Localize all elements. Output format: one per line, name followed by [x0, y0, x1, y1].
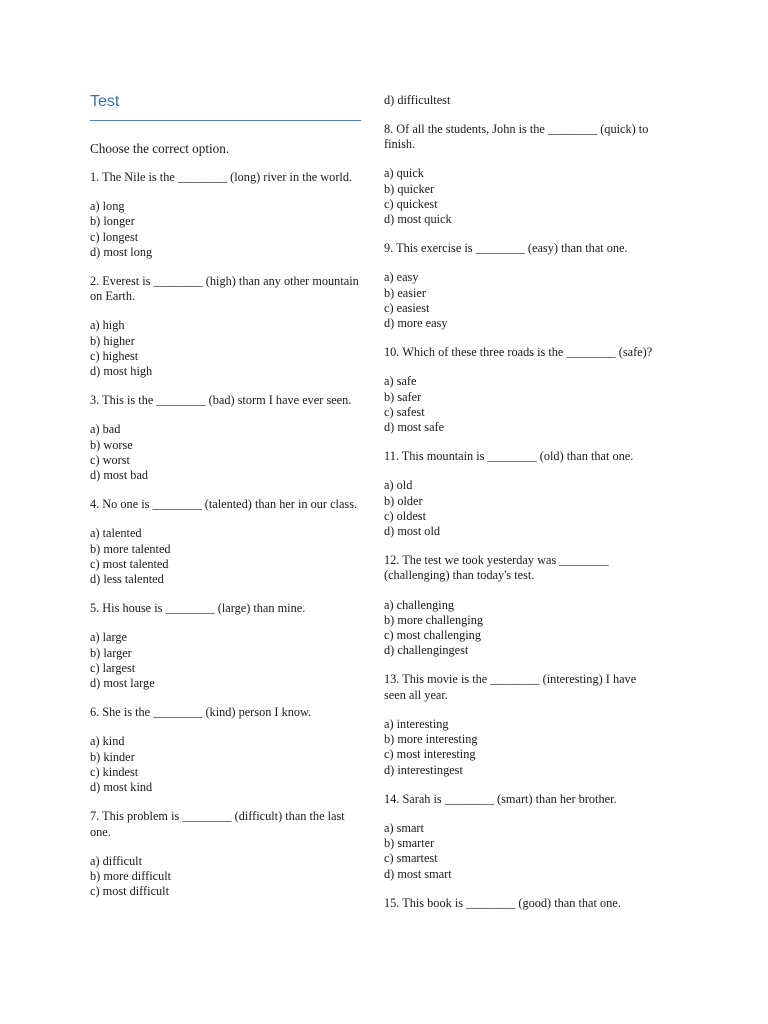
answer-option: d) challengingest [384, 643, 469, 658]
question-block [384, 241, 660, 331]
answer-option: b) more interesting [384, 732, 478, 747]
answer-option: c) longest [90, 229, 139, 244]
option-list [90, 526, 362, 587]
answer-option: a) interesting [384, 716, 449, 731]
answer-option: b) kinder [90, 749, 135, 764]
question-text: 2. Everest is ________ (high) than any other mountain on Earth. [90, 274, 359, 304]
answer-option: d) most high [90, 364, 153, 379]
answer-option: b) larger [90, 645, 132, 660]
option-list [90, 630, 362, 691]
question-block [384, 345, 660, 435]
option-list [90, 734, 362, 795]
answer-option: a) smart [384, 820, 424, 835]
answer-option: b) more difficult [90, 868, 172, 883]
answer-option: d) most long [90, 244, 153, 259]
answer-option: c) quickest [384, 196, 438, 211]
answer-option: c) oldest [384, 508, 427, 523]
title-underline [90, 120, 361, 121]
question-block [384, 672, 660, 777]
answer-option: c) kindest [90, 764, 139, 779]
answer-option: b) safer [384, 389, 422, 404]
option-list [384, 478, 660, 539]
option-list [384, 270, 660, 331]
question-block [90, 601, 362, 691]
question-text: 8. Of all the students, John is the ________ (quick) to finish. [384, 122, 649, 152]
question-text: 9. This exercise is ________ (easy) than that one. [384, 241, 628, 256]
option-list [384, 717, 660, 778]
answer-option: a) old [384, 478, 413, 493]
answer-option: a) safe [384, 374, 417, 389]
answer-option: b) quicker [384, 181, 435, 196]
question-text: 6. She is the ________ (kind) person I know. [90, 705, 312, 720]
answer-option: a) difficult [90, 853, 143, 868]
answer-option: d) most old [384, 524, 441, 539]
option-list [384, 374, 660, 435]
answer-option: d) most safe [384, 420, 445, 435]
answer-option: d) less talented [90, 572, 164, 587]
answer-option: a) bad [90, 422, 121, 437]
answer-option: b) longer [90, 214, 135, 229]
answer-option: a) quick [384, 166, 424, 181]
option-list [90, 854, 362, 900]
answer-option: a) high [90, 318, 125, 333]
answer-option: a) long [90, 199, 125, 214]
answer-option: b) more talented [90, 541, 171, 556]
question-block [384, 449, 660, 539]
answer-option: b) higher [90, 333, 135, 348]
answer-option: c) safest [384, 404, 425, 419]
answer-option: d) most large [90, 676, 155, 691]
option-list [384, 598, 660, 659]
question-text: 13. This movie is the ________ (interesting) I have seen all year. [384, 672, 637, 702]
answer-option: a) easy [384, 270, 419, 285]
question-block [384, 122, 660, 227]
question-text: 5. His house is ________ (large) than mine. [90, 601, 306, 616]
answer-option: b) worse [90, 437, 133, 452]
answer-option: c) most difficult [90, 884, 170, 899]
answer-option: c) most talented [90, 556, 169, 571]
answer-option: c) worst [90, 452, 130, 467]
answer-option: b) smarter [384, 836, 435, 851]
left-column [90, 170, 362, 913]
question-text: 7. This problem is ________ (difficult) than the last one. [90, 809, 345, 839]
question-block [384, 553, 660, 658]
answer-option: c) highest [90, 348, 139, 363]
answer-option: c) most interesting [384, 747, 476, 762]
question-block [384, 792, 660, 882]
answer-option: b) more challenging [384, 612, 484, 627]
answer-option: c) largest [90, 660, 136, 675]
question-text: 1. The Nile is the ________ (long) river in the world. [90, 170, 353, 184]
answer-option: a) large [90, 630, 127, 645]
answer-option: a) challenging [384, 597, 454, 612]
question-block [90, 705, 362, 795]
answer-option: c) easiest [384, 300, 430, 315]
question-block [90, 393, 362, 483]
answer-option: a) talented [90, 526, 142, 541]
question-block [90, 809, 362, 899]
answer-option: d) most kind [90, 780, 153, 795]
question-block [90, 497, 362, 587]
right-column [384, 122, 660, 925]
answer-option: c) smartest [384, 851, 438, 866]
question-text: 12. The test we took yesterday was ________ (challenging) than today's test. [384, 553, 609, 583]
question-block [90, 170, 362, 260]
answer-option: d) interestingest [384, 762, 463, 777]
question-block [384, 896, 660, 911]
answer-option: b) older [384, 493, 423, 508]
answer-option: d) most smart [384, 866, 452, 881]
answer-option: a) kind [90, 734, 125, 749]
option-list [384, 166, 660, 227]
question-text: 11. This mountain is ________ (old) than that one. [384, 449, 634, 464]
instruction-text: Choose the correct option. [90, 141, 230, 156]
answer-option: d) most quick [384, 212, 452, 227]
question-text: 3. This is the ________ (bad) storm I have ever seen. [90, 393, 352, 408]
option-list [90, 318, 362, 379]
option-list [90, 422, 362, 483]
option-list [90, 199, 362, 260]
question-text: 15. This book is ________ (good) than that one. [384, 895, 621, 910]
answer-option: d) most bad [90, 468, 149, 483]
question-text: 4. No one is ________ (talented) than her in our class. [90, 497, 358, 512]
answer-option: c) most challenging [384, 628, 481, 643]
answer-option: b) easier [384, 285, 426, 300]
page-title: Test [90, 93, 120, 110]
option-list [384, 821, 660, 882]
question-block [90, 274, 362, 379]
carryover-option: d) difficultest [384, 93, 451, 107]
question-text: 10. Which of these three roads is the ________ (safe)? [384, 345, 653, 360]
question-text: 14. Sarah is ________ (smart) than her brother. [384, 791, 617, 806]
answer-option: d) more easy [384, 316, 448, 331]
